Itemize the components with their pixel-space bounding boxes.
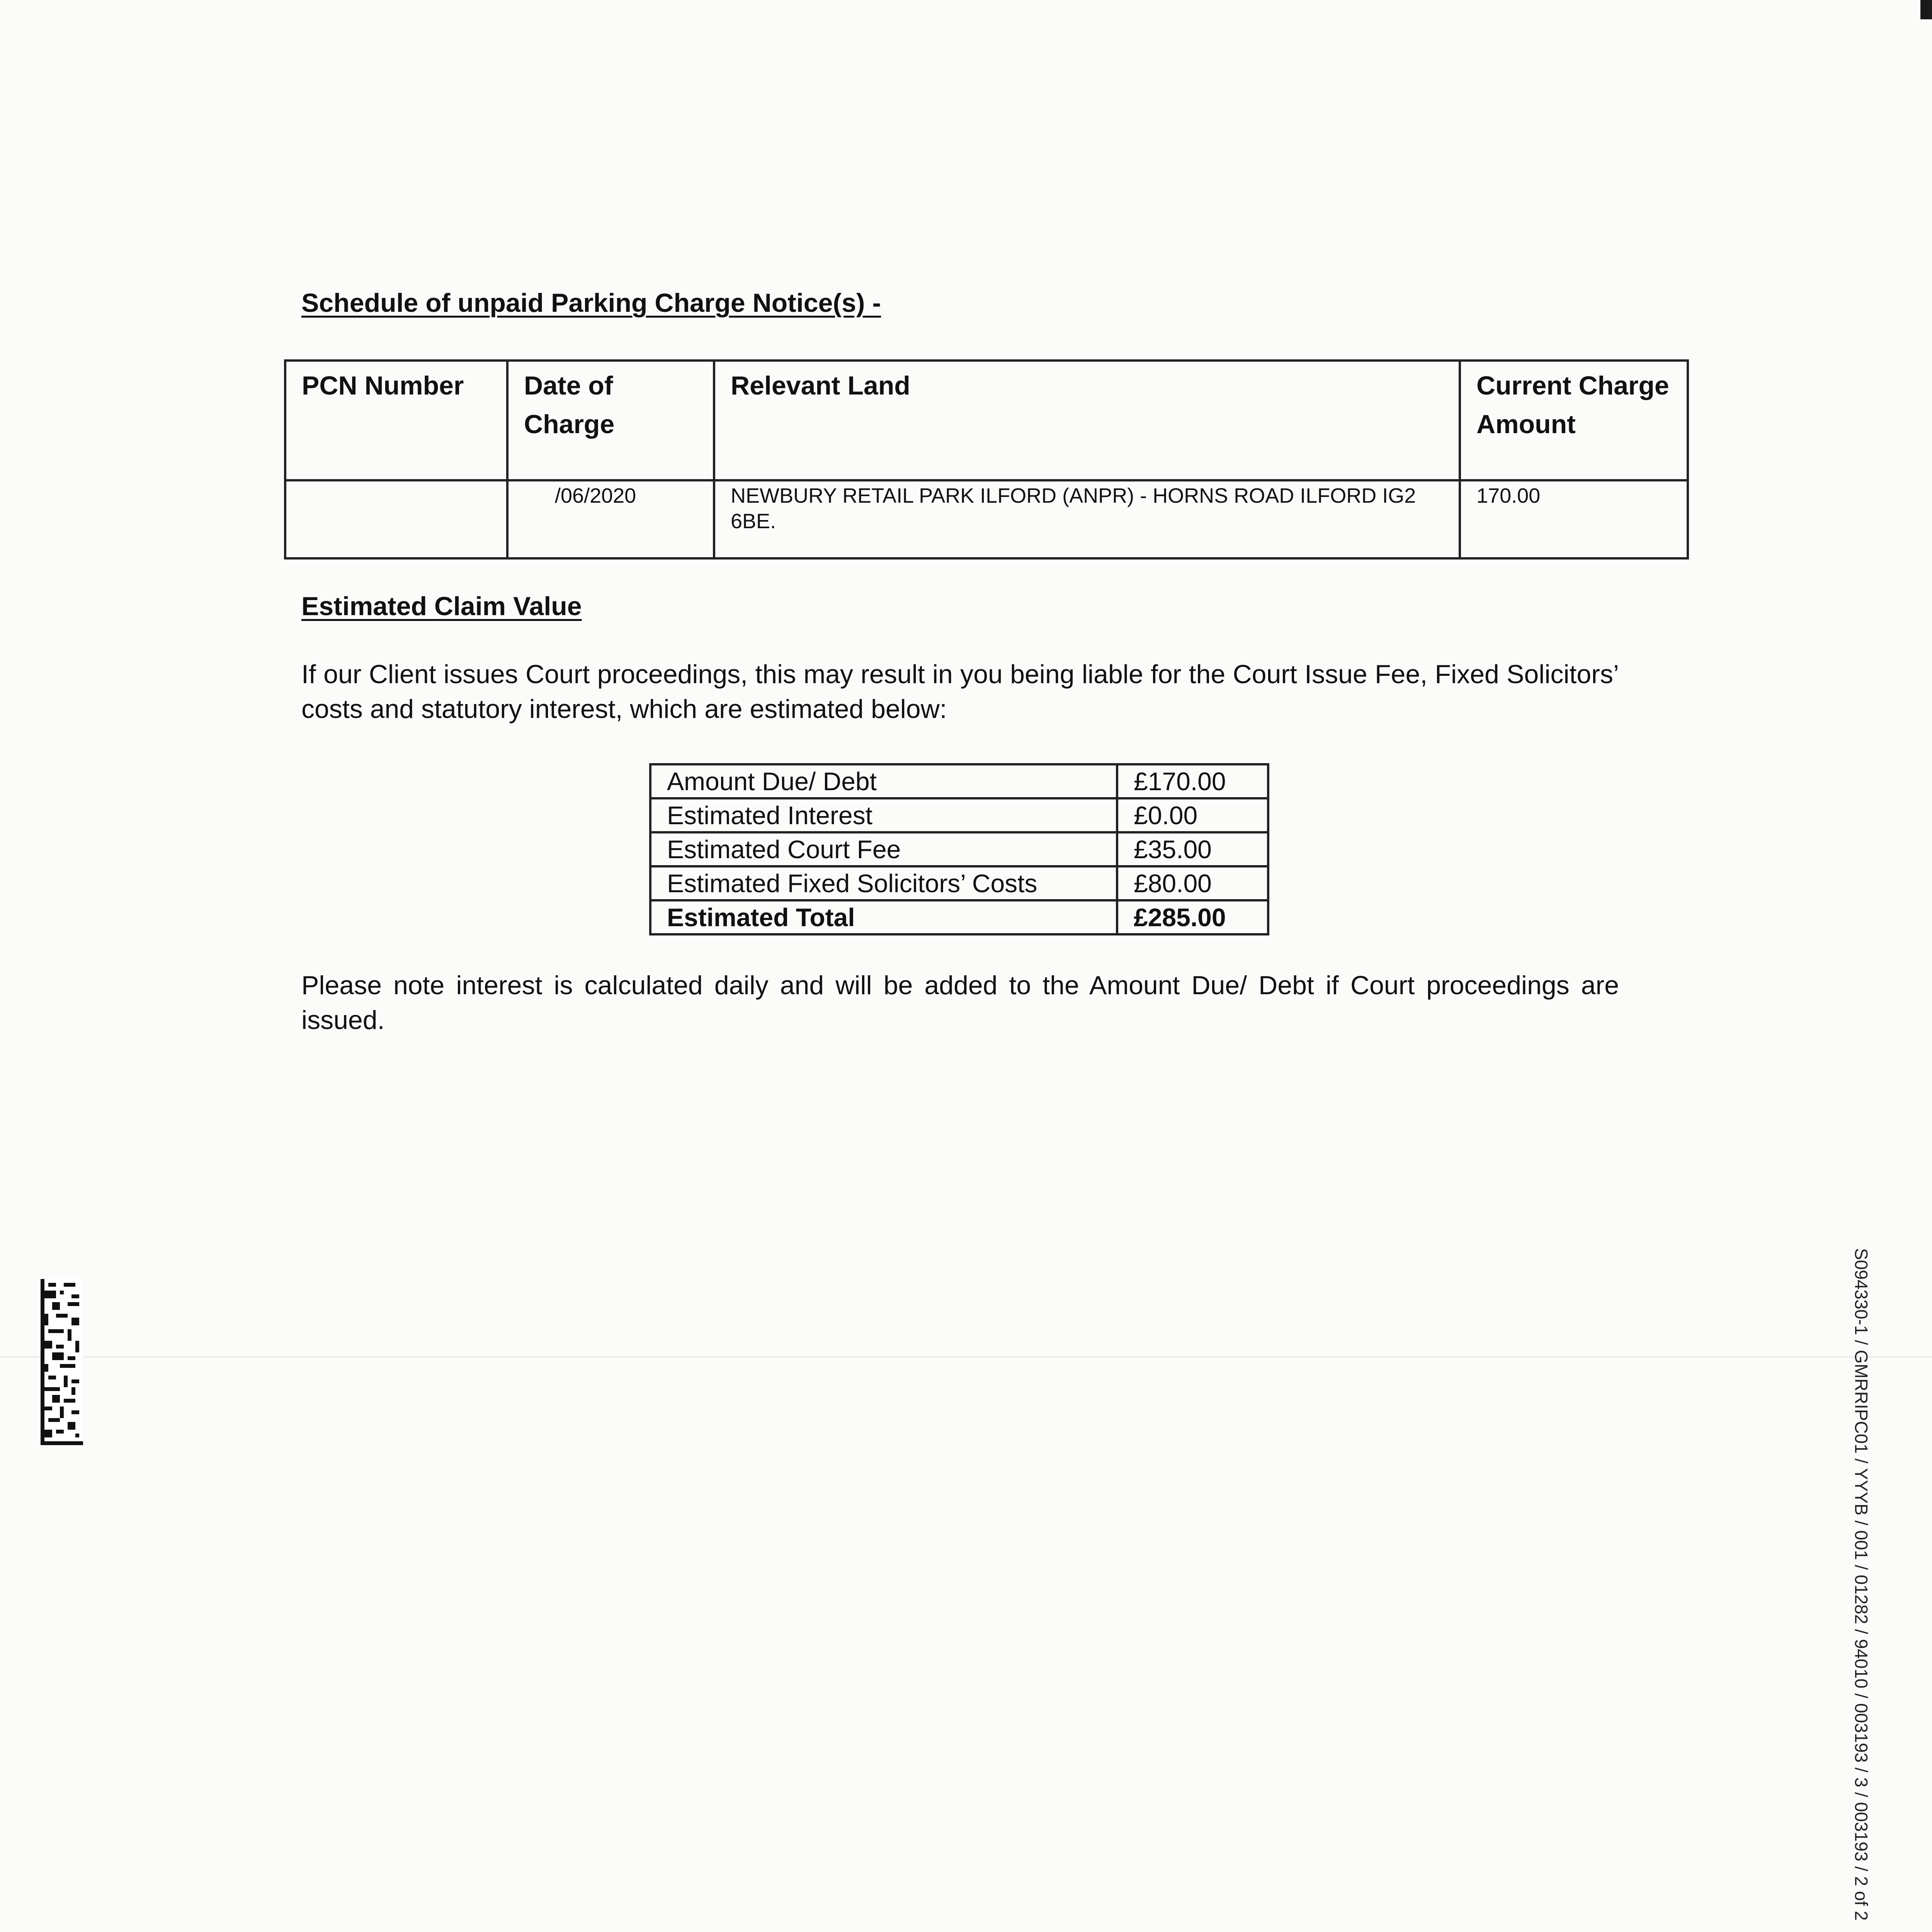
claim-value: £170.00 [1117, 764, 1268, 798]
pcn-schedule-table [284, 359, 1689, 560]
current-charge-amount-cell: 170.00 [1460, 480, 1688, 558]
page-corner-mark [1920, 0, 1932, 19]
date-of-charge-cell: /06/2020 [507, 480, 714, 558]
side-reference-code: S094330-1 / GMRRIPC01 / YYYB / 001 / 01282 / 94010 / 003193 / 3 / 003193 / 2 of 2 [1851, 1248, 1871, 1921]
table-row [650, 798, 1268, 832]
header-relevant-land: Relevant Land [714, 361, 1460, 480]
claim-value: £35.00 [1117, 832, 1268, 866]
paper-fold-crease [0, 1356, 1932, 1358]
claim-value: £0.00 [1117, 798, 1268, 832]
pcn-number-cell [285, 480, 507, 558]
claim-label: Estimated Court Fee [650, 832, 1117, 866]
claim-value: £80.00 [1117, 866, 1268, 900]
datamatrix-barcode-icon [41, 1279, 83, 1445]
header-date-of-charge: Date of Charge [507, 361, 714, 480]
claim-total-row [650, 900, 1268, 934]
claim-label: Amount Due/ Debt [650, 764, 1117, 798]
claim-value-table [649, 763, 1269, 935]
table-row [650, 764, 1268, 798]
claim-label: Estimated Interest [650, 798, 1117, 832]
claim-label: Estimated Fixed Solicitors’ Costs [650, 866, 1117, 900]
schedule-heading: Schedule of unpaid Parking Charge Notice(s) - [301, 288, 881, 318]
header-current-charge-amount: Current Charge Amount [1460, 361, 1688, 480]
claim-heading: Estimated Claim Value [301, 592, 582, 621]
pcn-header-row [285, 361, 1688, 480]
claim-total-value: £285.00 [1117, 900, 1268, 934]
table-row [650, 832, 1268, 866]
claim-total-label: Estimated Total [650, 900, 1117, 934]
table-row [285, 480, 1688, 558]
relevant-land-cell: NEWBURY RETAIL PARK ILFORD (ANPR) - HORNS ROAD ILFORD IG2 6BE. [714, 480, 1460, 558]
header-pcn-number: PCN Number [285, 361, 507, 480]
table-row [650, 866, 1268, 900]
interest-note-text: Please note interest is calculated daily and will be added to the Amount Due/ Debt if Court proceedings are issued. [301, 971, 1619, 1035]
claim-intro-text: If our Client issues Court proceedings, this may result in you being liable for the Court Issue Fee, Fixed Solicitors’ costs and statutory interest, which are estimated below: [301, 660, 1619, 724]
